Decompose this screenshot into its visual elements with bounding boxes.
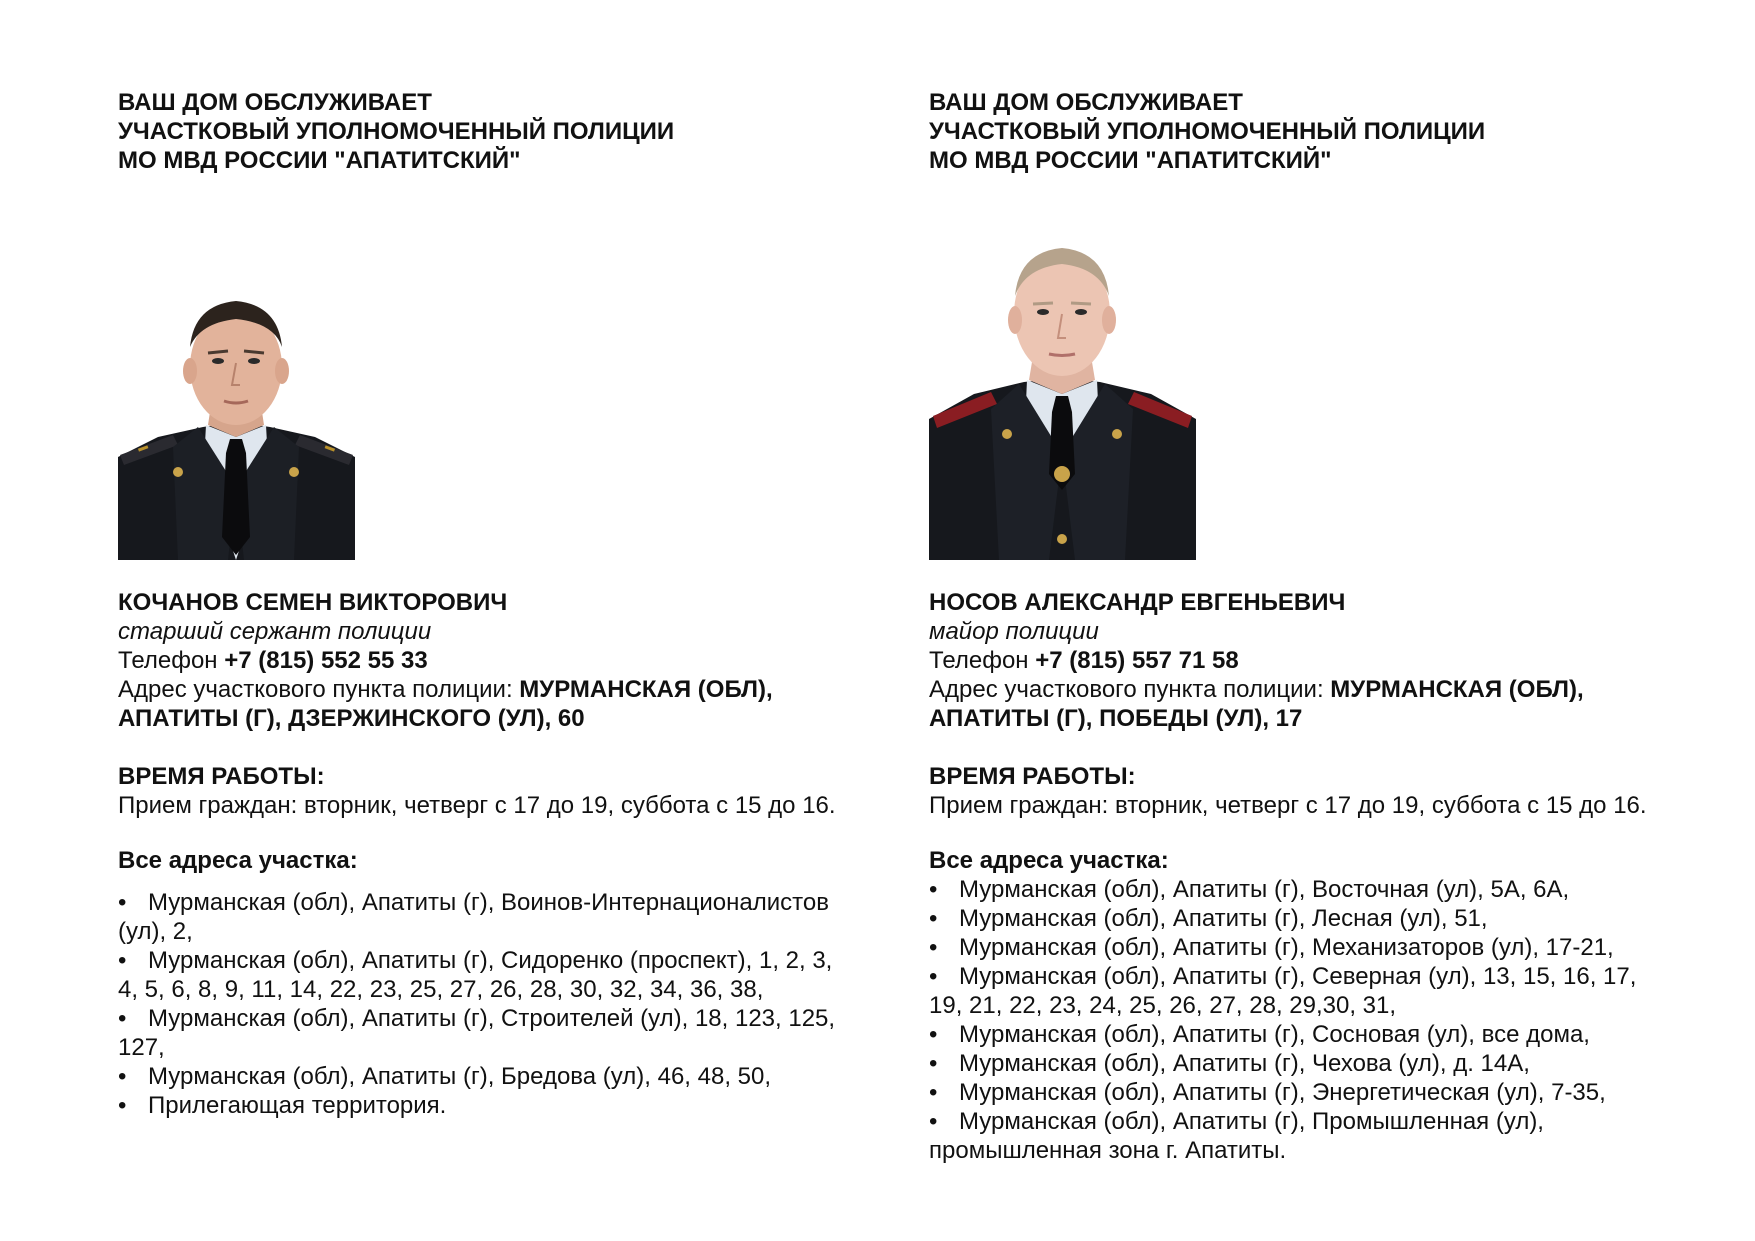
card-heading bbox=[118, 88, 918, 175]
officer-rank: майор полиции bbox=[929, 618, 1099, 645]
officer-photo bbox=[929, 234, 1196, 560]
address-value: АПАТИТЫ (Г), ДЗЕРЖИНСКОГО (УЛ), 60 bbox=[118, 705, 585, 732]
heading-line: УЧАСТКОВЫЙ УПОЛНОМОЧЕННЫЙ ПОЛИЦИИ bbox=[929, 118, 1486, 145]
work-hours-text: Прием граждан: вторник, четверг с 17 до 19, суббота с 15 до 16. bbox=[929, 792, 1647, 819]
list-item: • Мурманская (обл), Апатиты (г), Бредова (ул), 46, 48, 50, bbox=[118, 1063, 772, 1090]
address-label: Адрес участкового пункта полиции: bbox=[929, 676, 1331, 703]
address-value: АПАТИТЫ (Г), ПОБЕДЫ (УЛ), 17 bbox=[929, 705, 1303, 732]
list-item: • Мурманская (обл), Апатиты (г), Восточная (ул), 5А, 6А, bbox=[929, 876, 1570, 903]
officer-name: КОЧАНОВ СЕМЕН ВИКТОРОВИЧ bbox=[118, 589, 508, 616]
list-item: • Мурманская (обл), Апатиты (г), Промышленная (ул), промышленная зона г. Апатиты. bbox=[929, 1108, 1544, 1164]
officer-photo bbox=[118, 287, 355, 560]
addresses-title: Все адреса участка: bbox=[118, 847, 358, 874]
heading-line: УЧАСТКОВЫЙ УПОЛНОМОЧЕННЫЙ ПОЛИЦИИ bbox=[118, 118, 675, 145]
phone-number: +7 (815) 557 71 58 bbox=[1035, 647, 1239, 674]
addresses-title: Все адреса участка: bbox=[929, 847, 1169, 874]
address-line bbox=[118, 675, 938, 704]
list-item: • Мурманская (обл), Апатиты (г), Механизаторов (ул), 17-21, bbox=[929, 934, 1614, 961]
work-hours-text: Прием граждан: вторник, четверг с 17 до 19, суббота с 15 до 16. bbox=[118, 792, 836, 819]
officer-card-kochanov bbox=[118, 88, 918, 1119]
list-item: • Прилегающая территория. bbox=[118, 1092, 447, 1119]
phone-line bbox=[929, 646, 1749, 675]
work-hours-title: ВРЕМЯ РАБОТЫ: bbox=[118, 763, 325, 790]
officer-rank: старший сержант полиции bbox=[118, 618, 432, 645]
phone-label: Телефон bbox=[118, 647, 225, 674]
officer-card-nosov bbox=[929, 88, 1729, 1164]
work-hours-title: ВРЕМЯ РАБОТЫ: bbox=[929, 763, 1136, 790]
officer-info bbox=[929, 588, 1749, 1165]
address-value: МУРМАНСКАЯ (ОБЛ), bbox=[1330, 676, 1584, 703]
officer-name: НОСОВ АЛЕКСАНДР ЕВГЕНЬЕВИЧ bbox=[929, 589, 1346, 616]
phone-number: +7 (815) 552 55 33 bbox=[224, 647, 428, 674]
list-item: • Мурманская (обл), Апатиты (г), Сосновая (ул), все дома, bbox=[929, 1021, 1590, 1048]
heading-line: ВАШ ДОМ ОБСЛУЖИВАЕТ bbox=[118, 89, 432, 116]
address-value: МУРМАНСКАЯ (ОБЛ), bbox=[519, 676, 773, 703]
list-item: • Мурманская (обл), Апатиты (г), Воинов-Интернационалистов (ул), 2, bbox=[118, 889, 829, 945]
address-label: Адрес участкового пункта полиции: bbox=[118, 676, 520, 703]
phone-line bbox=[118, 646, 938, 675]
address-list bbox=[929, 875, 1749, 1165]
list-item: • Мурманская (обл), Апатиты (г), Энергетическая (ул), 7-35, bbox=[929, 1079, 1606, 1106]
heading-line: ВАШ ДОМ ОБСЛУЖИВАЕТ bbox=[929, 89, 1243, 116]
heading-line: МО МВД РОССИИ "АПАТИТСКИЙ" bbox=[929, 147, 1332, 174]
list-item: • Мурманская (обл), Апатиты (г), Сидоренко (проспект), 1, 2, 3, 4, 5, 6, 8, 9, 11, 14, 22, 23, 25, 27, 26, 28, 30, 32, 34, 36, 38, bbox=[118, 947, 833, 1003]
list-item: • Мурманская (обл), Апатиты (г), Лесная (ул), 51, bbox=[929, 905, 1488, 932]
list-item: • Мурманская (обл), Апатиты (г), Северная (ул), 13, 15, 16, 17, 19, 21, 22, 23, 24, 25, 26, 27, 28, 29,30, 31, bbox=[929, 963, 1637, 1019]
officer-info bbox=[118, 588, 938, 1120]
address-line bbox=[929, 675, 1749, 704]
address-list bbox=[118, 888, 938, 1120]
list-item: • Мурманская (обл), Апатиты (г), Строителей (ул), 18, 123, 125, 127, bbox=[118, 1005, 836, 1061]
card-heading bbox=[929, 88, 1729, 175]
list-item: • Мурманская (обл), Апатиты (г), Чехова (ул), д. 14А, bbox=[929, 1050, 1530, 1077]
phone-label: Телефон bbox=[929, 647, 1036, 674]
heading-line: МО МВД РОССИИ "АПАТИТСКИЙ" bbox=[118, 147, 521, 174]
